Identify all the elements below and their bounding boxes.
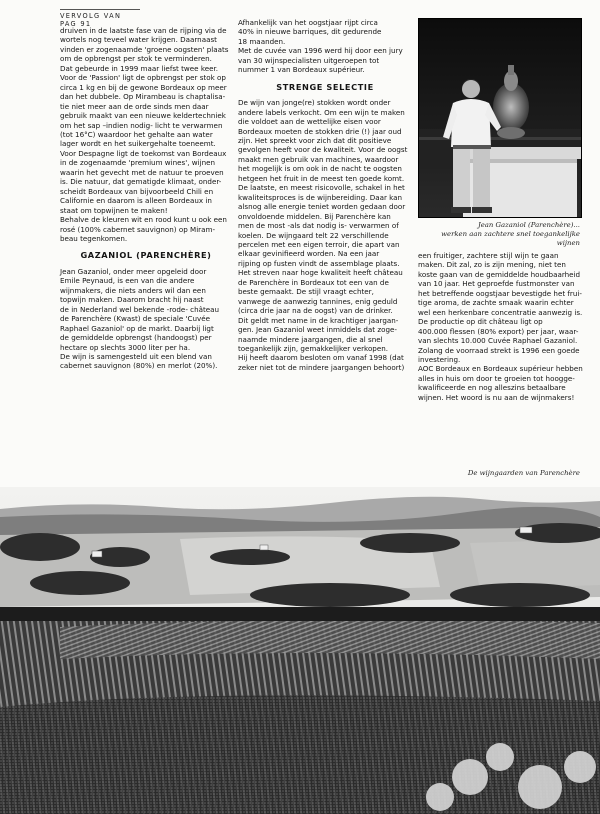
section-heading-strenge-selectie: STRENGE SELECTIE <box>276 81 374 92</box>
body-paragraph: een fruitiger, zachtere stijl wijn te gaan maken. Dit zal, zo is zijn mening, niet ten koste gaan van de gemiddelde houdbaarheid van 10 jaar. Het geproefde fustmonster van het betreffende oogstjaar bevestigde het frui- tige aroma, de zachte smaak waarin echter wel een herkenbare concentratie aanwezig is. De productie op dit château ligt op 400.000 flessen (80% export) per jaar, waar- van slechts 10.000 Cuvée Raphael Gazaniol. Zolang de voorraad strekt is 1996 een goede investering. <box>418 251 583 364</box>
landscape-caption: De wijngaarden van Parenchère <box>467 469 580 477</box>
vineyard-illustration <box>0 487 600 814</box>
body-paragraph: De wijn van jonge(re) stokken wordt onder andere labels verkocht. Om een wijn te maken die voldoet aan de wettelijke eisen voor Bordeaux moeten de stokken drie (!) jaar oud zijn. Het spreekt voor zich dat dit positieve gevolgen heeft voor de kwaliteit. Voor de oogst maakt men gebruik van machines, waardoor het mogelijk is om ook in de nacht te oogsten hetgeen het fruit in de meest ten goede komt. De laatste, en meest risicovolle, schakel in het kwaliteitsproces is de wijnbereiding. Daar kan alsnog alle energie teniet worden gedaan door onvoldoende middelen. Bij Parenchère kan men de most -als dat nodig is- verwarmen of koelen. De wijngaard telt 22 verschillende percelen met een eigen terroir, die apart van elkaar gevinifieerd worden. Na een jaar rijping op fusten vindt de assemblage plaats. Het streven naar hoge kwaliteit heeft château de Parenchère in Bordeaux tot een van de beste gemaakt. De stijl vraagt echter, vanwege de aanwezig tannines, enig geduld (circa drie jaar na de oogst) van de drinker. Dit geldt met name in de krachtiger jaargan- gen. Jean Gazaniol weet inmiddels dat zoge- naamde mindere jaargangen, die al snel toegankelijk zijn, gemakkelijker verkopen. Hij heeft daarom besloten om vanaf 1998 (dat zeker niet tot de mindere jaargangen behoort) <box>238 98 408 372</box>
body-paragraph: druiven in de laatste fase van de rijping via de wortels nog teveel water krijgen. Daarnaast vinden er zogenaamde 'groene oogsten' plaats om de opbrengst per stok te verminderen. Dat gebeurde in 1999 maar liefst twee keer. Voor de 'Passion' ligt de opbrengst per stok op circa 1 kg en bij de gewone Bordeaux op meer dan het dubbele. Op Mirambeau is chaptalisa- tie niet meer aan de orde sinds men daar gebruik maakt van een nieuwe keldertechniek om het sap –indien nodig- licht te verwarmen (tot 16°C) waardoor het gehalte aan water lager wordt en het suikergehalte toeneemt. Voor Despagne ligt de toekomst van Bordeaux in de zogenaamde 'premium wines', wijnen waarin het gevecht met de natuur te proeven is. Die natuur, dat gematigde klimaat, onder- scheidt Bordeaux van bijvoorbeeld Chili en Californie en daarom is alleen Bordeaux in staat om topwijnen te maken! Behalve de kleuren wit en rood kunt u ook een rosé (100% cabernet sauvignon) op Miram- beau tegenkomen. <box>60 26 229 243</box>
body-paragraph: Jean Gazaniol, onder meer opgeleid door Emile Peynaud, is een van die andere wijnmakers, die niets anders wil dan een topwijn maken. Daarom bracht hij naast de in Nederland wel bekende -rode- château de Parenchère (Kwast) de speciale 'Cuvée Raphael Gazaniol' op de markt. Daarbij ligt de gemiddelde opbrengst (handoogst) per hectare op slechts 3000 liter per ha. De wijn is samengesteld uit een blend van cabernet sauvignon (80%) en merlot (20%). <box>60 266 220 371</box>
body-paragraph: AOC Bordeaux en Bordeaux supérieur hebben alles in huis om door te groeien tot hooggе- kwalificeerde en nog alleszins betaalbare wijnen. Het woord is nu aan de wijnmakers! <box>418 364 583 402</box>
article-column-2 <box>238 18 412 372</box>
running-head: VERVOLG VAN PAG 91 <box>60 9 140 28</box>
portrait-photo <box>418 18 582 218</box>
section-heading-gazaniol: GAZANIOL (PARENCHÈRE) <box>80 250 212 261</box>
caption-line: werken aan zachtere snel toegankelijke wijnen <box>441 230 580 247</box>
body-paragraph: Afhankelijk van het oogstjaar rijpt circa 40% in nieuwe barriques, dit gedurende 18 maanden. Met de cuvée van 1996 werd hij door een jury van 30 wijnspecialisten uitgeroepen tot nummer 1 van Bordeaux supérieur. <box>238 18 403 75</box>
photo-caption <box>418 221 580 248</box>
portrait-illustration <box>419 19 581 217</box>
caption-line: Jean Gazaniol (Parenchère)... <box>477 221 580 229</box>
article-column-3 <box>418 251 594 402</box>
vineyard-landscape-photo <box>0 487 600 814</box>
article-column-1 <box>60 26 232 371</box>
